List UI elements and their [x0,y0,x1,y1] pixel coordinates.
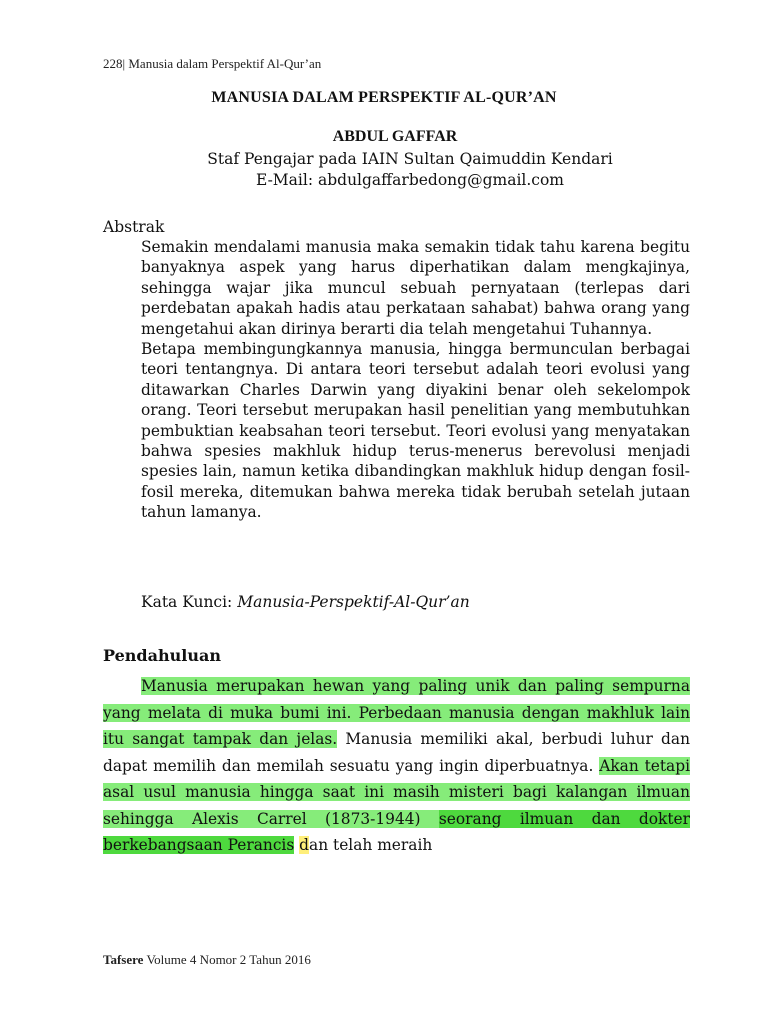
highlighted-text-2: Akan tetapi asal usul manusia hingga saat ini masih misteri bagi kalangan ilmuan sehingga Alexis Carrel (1873-1944) [103,756,690,828]
abstract-body [141,237,690,523]
abstract-paragraph-2: Betapa membingungkannya manusia, hingga bermunculan berbagai teori tentangnya. Di antara teori tersebut adalah teori evolusi yang ditawarkan Charles Darwin yang diyakini benar oleh sekelompok orang. Teori tersebut merupakan hasil penelitian yang membutuhkan pembuktian keabsahan teori tersebut. Teori evolusi yang menyatakan bahwa spesies makhluk hidup terus-menerus berevolusi menjadi spesies lain, namun ketika dibandingkan makhluk hidup dengan fosil-fosil mereka, ditemukan bahwa mereka tidak berubah setelah jutaan tahun lamanya. [141,340,690,522]
author-affiliation: Staf Pengajar pada IAIN Sultan Qaimuddin Kendari [207,150,613,168]
highlighted-text-1: Manusia merupakan hewan yang paling unik dan paling sempurna yang melata di muka bumi ini. Perbedaan manusia dengan makhluk lain itu sangat tampak dan jelas. [103,677,690,748]
plain-text-3: an telah meraih [309,836,433,854]
keywords-line [141,593,470,611]
running-footer [103,952,311,968]
page-number: 228 [103,56,123,71]
author-email: E-Mail: abdulgaffarbedong@gmail.com [255,171,565,189]
journal-name: Tafsere [103,952,144,967]
running-header [103,56,321,72]
header-separator: | [122,56,126,71]
running-title: Manusia dalam Perspektif Al-Qur’an [128,56,322,71]
article-title: MANUSIA DALAM PERSPEKTIF AL-QUR’AN [211,89,557,106]
journal-issue: Volume 4 Nomor 2 Tahun 2016 [143,952,311,967]
keywords-label: Kata Kunci: [141,593,233,611]
section-body [103,673,690,859]
abstract-paragraph-1: Semakin mendalami manusia maka semakin tidak tahu karena begitu banyaknya aspek yang harus diperhatikan dalam mengkajinya, sehingga wajar jika muncul sebuah pernyataan (terlepas dari perdebatan apakah hadis atau perkataan sahabat) bahwa orang yang mengetahui akan dirinya berarti dia telah mengetahui Tuhannya. [141,238,690,338]
body-paragraph [103,673,690,859]
author-name: ABDUL GAFFAR [332,128,458,145]
section-heading: Pendahuluan [103,646,221,665]
highlighted-text-yellow: d [299,836,310,854]
highlighted-text-3: seorang ilmuan dan dokter berkebangsaan Perancis [103,809,690,854]
keywords-value: Manusia-Perspektif-Al-Qur’an [237,593,470,611]
abstract-heading: Abstrak [103,218,165,236]
plain-text-1: Manusia memiliki akal, berbudi luhur dan dapat memilih dan memilah sesuatu yang ingin diperbuatnya. [103,730,690,775]
